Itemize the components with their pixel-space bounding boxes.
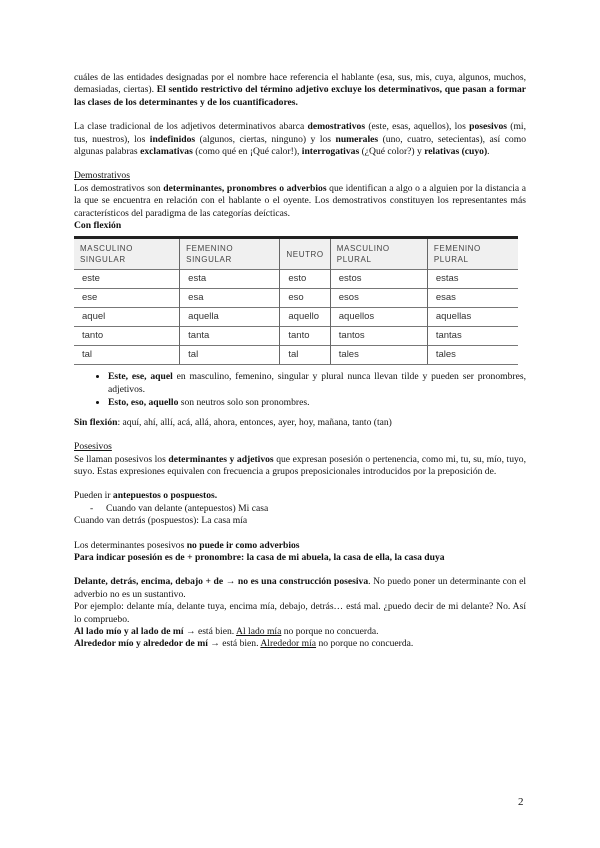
ejemplo-paragraph	[74, 601, 526, 626]
alrededor-text: → está bien.	[207, 638, 261, 650]
demostrativos-text-1: Los demostrativos son	[74, 182, 164, 194]
table-cell: tal	[280, 346, 330, 365]
al-lado-text-end: no porque no concuerda.	[281, 625, 379, 637]
clase-bold-relativas: relativas (cuyo)	[424, 146, 488, 158]
clase-text-6: (como qué en ¡Qué calor!),	[192, 146, 302, 158]
table-cell: esa	[180, 289, 280, 308]
determinantes-bold: no puede ir como adverbios	[186, 539, 300, 551]
table-cell: esta	[180, 270, 280, 289]
demostrativos-bold: determinantes, pronombres o adverbios	[163, 182, 327, 194]
alrededor-bold: Alrededor mío y alrededor de mí	[74, 638, 208, 650]
posesion-line	[74, 552, 526, 564]
posesivos-text-1: Se llaman posesivos los	[74, 453, 169, 465]
table-cell: eso	[280, 289, 330, 308]
clase-text-4: (algunos, ciertas, ninguno) y los	[195, 133, 336, 145]
con-flexion-text: Con flexión	[74, 220, 122, 232]
list-item	[108, 397, 526, 409]
sin-flexion-text: : aquí, ahí, allí, acá, allá, ahora, entonces, ayer, hoy, mañana, tanto (tan)	[117, 416, 392, 428]
determinantes-line	[74, 540, 526, 552]
demostrativos-table	[74, 236, 518, 365]
table-cell: estas	[427, 270, 518, 289]
demostrativos-heading-text: Demostrativos	[74, 170, 130, 182]
table-cell: tanto	[74, 327, 180, 346]
table-row	[74, 346, 518, 365]
table-cell: tal	[180, 346, 280, 365]
table-header-cell: MASCULINO SINGULAR	[80, 244, 133, 265]
bullet-bold: Este, ese, aquel	[108, 371, 173, 383]
clase-bold-exclamativas: exclamativas	[140, 146, 193, 158]
pueden-text: Pueden ir	[74, 490, 113, 502]
table-cell: esas	[427, 289, 518, 308]
list-item	[108, 371, 526, 396]
table-row	[74, 289, 518, 308]
posesivos-heading-text: Posesivos	[74, 441, 112, 453]
table-cell: aquellos	[330, 308, 427, 327]
demostrativos-text-2: que identifican a algo o a alguien por la distancia a la que se encuentra en relación con el hablante o el oyente. Los demostrativos constituyen los representantes más característicos del paradigma de las categorías deícticas.	[74, 182, 526, 219]
pueden-line	[74, 490, 526, 502]
clase-bold-interrogativas: interrogativas	[301, 146, 360, 158]
table-row	[74, 327, 518, 346]
pueden-line-2-text: Cuando van detrás (pospuestos): La casa mía	[74, 515, 248, 527]
clase-text-8: .	[487, 146, 490, 158]
table-cell: tanta	[180, 327, 280, 346]
posesivos-heading	[74, 441, 526, 453]
table-header-cell: FEMENINO SINGULAR	[180, 238, 280, 270]
al-lado-bold: Al lado mío y al lado de mí	[74, 625, 184, 637]
table-cell: aquello	[280, 308, 330, 327]
alrededor-text-end: no porque no concuerda.	[316, 638, 414, 650]
ejemplo-text: Por ejemplo: delante mía, delante tuya, encima mía, debajo, detrás… está mal. ¿puedo decir de mi delante? No. Así lo compruebo.	[74, 601, 526, 625]
demostrativos-paragraph	[74, 183, 526, 220]
table-cell: aquellas	[427, 308, 518, 327]
posesivos-text-2: que expresan posesión o pertenencia, como mi, tu, su, mío, tuyo, suyo. Estas expresiones equivalen con frecuencia a grupos preposicionales introducidos por la preposición de.	[74, 453, 526, 477]
clase-bold-indefinidos: indefinidos	[149, 133, 196, 145]
clase-bold-posesivos: posesivos	[469, 121, 507, 133]
clase-bold-demostrativos: demostrativos	[307, 121, 366, 133]
al-lado-underlined: Al lado mía	[236, 625, 282, 637]
clase-text-2: (este, esas, aquellos), los	[365, 121, 470, 133]
posesivos-paragraph	[74, 454, 526, 479]
intro-text: cuáles de las entidades designadas por el nombre hace referencia el hablante (esa, sus, mis, cuya, algunos, muchos, demasiadas, ciertas).	[74, 72, 526, 96]
bullet-text: son neutros solo son pronombres.	[178, 397, 310, 409]
intro-bold: El sentido restrictivo del término adjetivo excluye los determinativos, que pasan a formar las clases de los determinantes y de los cuantificadores.	[74, 84, 526, 108]
intro-paragraph	[74, 72, 526, 109]
al-lado-line	[74, 626, 526, 638]
document-body	[74, 72, 526, 651]
pueden-line-1: Cuando van delante (antepuestos) Mi casa	[106, 502, 269, 514]
table-cell: aquella	[180, 308, 280, 327]
alrededor-underlined: Alrededor mía	[260, 638, 317, 650]
page-number: 2	[518, 796, 524, 808]
clase-text-3: (mi, tus, nuestros), los	[74, 121, 526, 145]
table-cell: tales	[330, 346, 427, 365]
al-lado-text: → está bien.	[183, 625, 237, 637]
pueden-line-2	[74, 515, 526, 527]
delante-bold: Delante, detrás, encima, debajo + de → no es una construcción posesiva	[74, 576, 369, 588]
table-header-cell: FEMENINO PLURAL	[427, 238, 518, 270]
table-header-row	[74, 238, 518, 270]
sin-flexion-label: Sin flexión	[74, 416, 118, 428]
bullet-text: en masculino, femenino, singular y plural nunca llevan tilde y pueden ser pronombres, adjetivos.	[108, 371, 526, 395]
determinantes-text: Los determinantes posesivos	[74, 539, 187, 551]
table-cell: tantos	[330, 327, 427, 346]
clase-text-5: (uno, cuatro, setecientas), así como algunas palabras	[74, 133, 526, 158]
posesion-bold: Para indicar posesión es de + pronombre: la casa de mi abuela, la casa de ella, la casa duya	[74, 551, 445, 563]
table-header-cell: NEUTRO	[280, 238, 330, 270]
con-flexion-label	[74, 220, 526, 232]
table-cell: ese	[74, 289, 180, 308]
table-cell: tanto	[280, 327, 330, 346]
clase-bold-numerales: numerales	[335, 133, 379, 145]
table-header-cell: MASCULINO PLURAL	[330, 238, 427, 270]
table-row	[74, 270, 518, 289]
pueden-bold: antepuestos o pospuestos.	[112, 490, 218, 502]
table-cell: aquel	[74, 308, 180, 327]
delante-text: . No puedo poner un determinante con el adverbio no es un sustantivo.	[74, 576, 526, 600]
demostrativos-bullets	[74, 371, 526, 409]
table-cell: tales	[427, 346, 518, 365]
bullet-bold: Esto, eso, aquello	[108, 397, 179, 409]
table-cell: tantas	[427, 327, 518, 346]
table-cell: esos	[330, 289, 427, 308]
alrededor-line	[74, 638, 526, 650]
table-cell: esto	[280, 270, 330, 289]
clase-text-1: La clase tradicional de los adjetivos determinativos abarca	[74, 121, 308, 133]
clase-paragraph	[74, 121, 526, 158]
clase-text-7: (¿Qué color?) y	[359, 146, 425, 158]
dash-marker: -	[90, 502, 94, 514]
table-row	[74, 308, 518, 327]
pueden-dash-item	[74, 503, 526, 515]
demostrativos-heading	[74, 170, 526, 182]
table-cell: estos	[330, 270, 427, 289]
sin-flexion-line	[74, 417, 526, 429]
table-cell: este	[74, 270, 180, 289]
posesivos-bold: determinantes y adjetivos	[168, 453, 274, 465]
table-cell: tal	[74, 346, 180, 365]
delante-paragraph	[74, 576, 526, 601]
